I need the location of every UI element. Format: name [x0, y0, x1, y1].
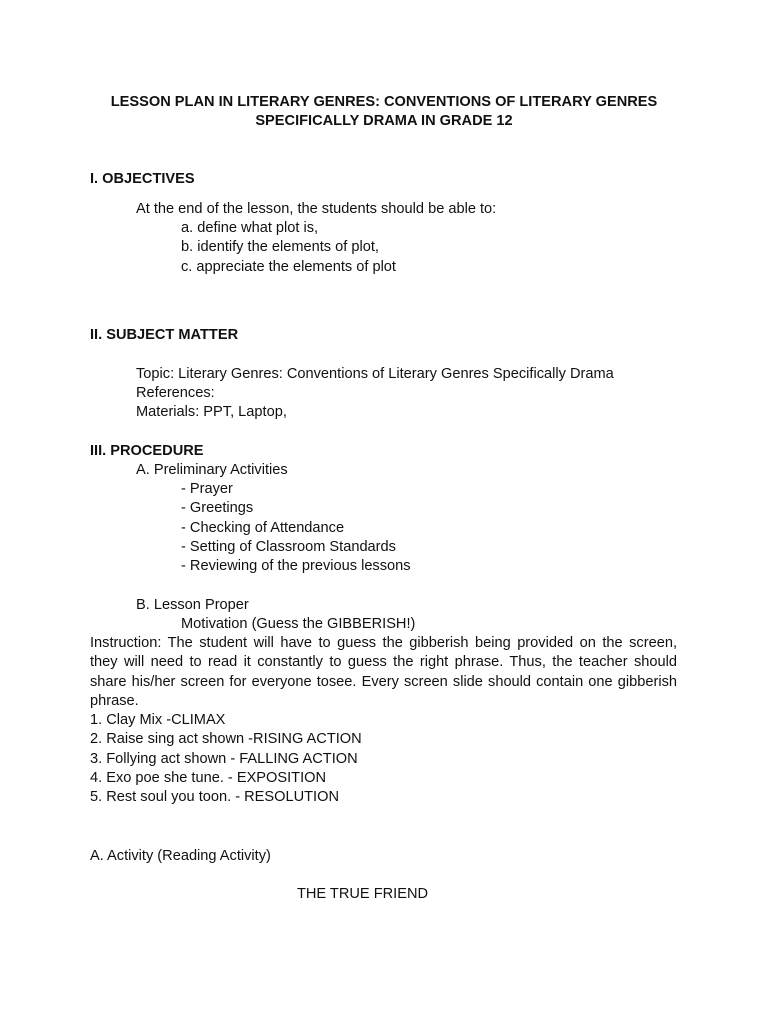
objective-item: b. identify the elements of plot, — [181, 239, 379, 255]
story-title: THE TRUE FRIEND — [296, 886, 429, 902]
subject-matter-heading: II. SUBJECT MATTER — [90, 327, 239, 343]
activity-label: A. Activity (Reading Activity) — [90, 848, 271, 864]
gibberish-item: 3. Follying act shown - FALLING ACTION — [90, 751, 358, 767]
subject-matter-topic: Topic: Literary Genres: Conventions of Literary Genres Specifically Drama — [136, 366, 614, 382]
procedure-heading: III. PROCEDURE — [90, 443, 204, 459]
preliminary-item: - Prayer — [181, 481, 233, 497]
preliminary-item: - Greetings — [181, 500, 254, 516]
motivation-label: Motivation (Guess the GIBBERISH!) — [181, 616, 416, 632]
objective-item: c. appreciate the elements of plot — [181, 259, 396, 275]
instruction-paragraph: Instruction: The student will have to guess the gibberish being provided on the screen, they will need to read it constantly to guess the right phrase. Thus, the teacher should share his/her screen for everyone tosee. Every screen slide should contain one gibberish phrase. — [90, 635, 677, 710]
document-title-line-2: SPECIFICALLY DRAMA IN GRADE 12 — [255, 113, 513, 129]
subject-matter-materials: Materials: PPT, Laptop, — [136, 404, 287, 420]
subject-matter-references: References: — [136, 385, 215, 401]
objective-item: a. define what plot is, — [181, 220, 319, 236]
gibberish-item: 5. Rest soul you toon. - RESOLUTION — [90, 789, 339, 805]
preliminary-item: - Setting of Classroom Standards — [181, 539, 396, 555]
preliminary-activities-label: A. Preliminary Activities — [136, 462, 288, 478]
objectives-intro: At the end of the lesson, the students should be able to: — [136, 201, 497, 217]
lesson-proper-label: B. Lesson Proper — [136, 597, 249, 613]
gibberish-item: 4. Exo poe she tune. - EXPOSITION — [90, 770, 327, 786]
preliminary-item: - Checking of Attendance — [181, 520, 345, 536]
gibberish-item: 1. Clay Mix -CLIMAX — [90, 712, 226, 728]
gibberish-item: 2. Raise sing act shown -RISING ACTION — [90, 731, 362, 747]
objectives-heading: I. OBJECTIVES — [90, 171, 195, 187]
preliminary-item: - Reviewing of the previous lessons — [181, 558, 411, 574]
document-title-line-1: LESSON PLAN IN LITERARY GENRES: CONVENTIONS OF LITERARY GENRES — [110, 94, 658, 110]
